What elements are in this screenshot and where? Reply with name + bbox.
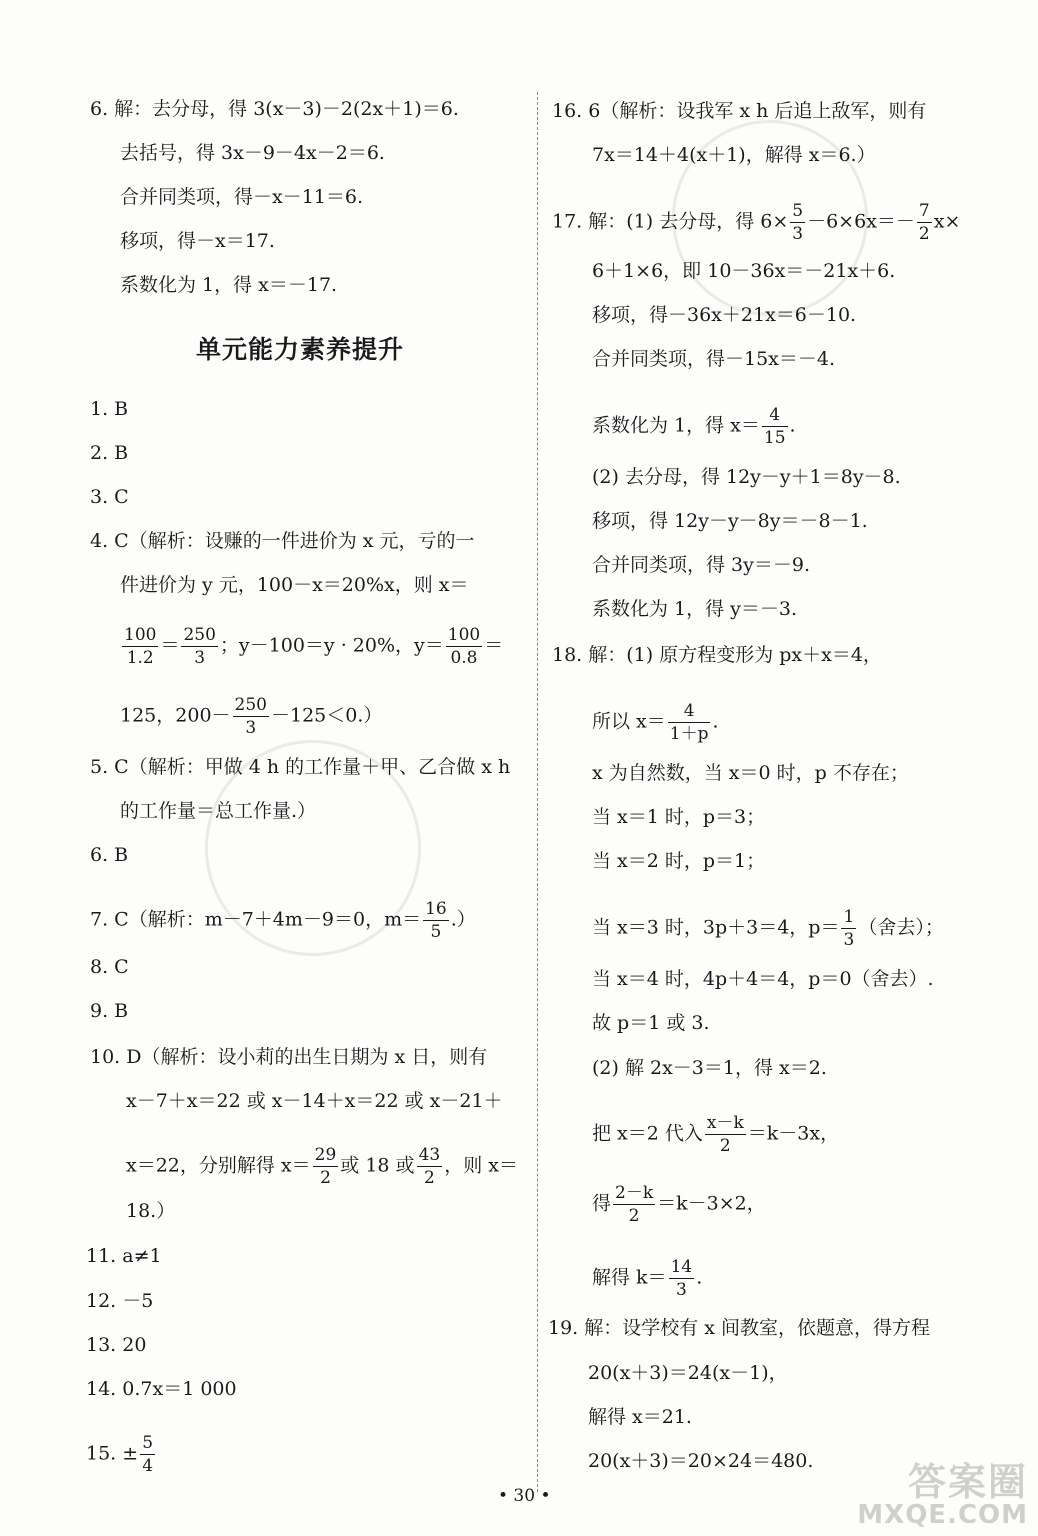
answer-18-line: x 为自然数，当 x＝0 时，p 不存在； xyxy=(592,762,909,784)
fraction: $\frac{1}{3}$ xyxy=(843,907,855,950)
answer-8: 8. C xyxy=(90,956,129,978)
fraction: $\frac{5}{4}$ xyxy=(142,1433,154,1476)
answer-3: 3. C xyxy=(90,486,129,508)
answer-4-line: 4. C（解析：设赚的一件进价为 x 元，亏的一 xyxy=(90,530,475,552)
answer-19-line: 19. 解：设学校有 x 间教室，依题意，得方程 xyxy=(548,1317,931,1339)
answer-18-line: 把 x＝2 代入 $\frac{x-k}{2}$ ＝k－3x， xyxy=(592,1113,840,1156)
answer-18-line: 当 x＝2 时，p＝1； xyxy=(592,850,766,872)
answer-17-line: 合并同类项，得－15x＝－4. xyxy=(592,348,836,370)
answer-17-line: 17. 解：(1) 去分母，得 6× $\frac{5}{3}$ －6×6x＝－ $\frac{7}{2}$ x× xyxy=(552,201,961,244)
answer-17-line: (2) 去分母，得 12y－y＋1＝8y－8. xyxy=(592,466,901,488)
answer-4-line: 125，200－ $\frac{250}{3}$ －125＜0.） xyxy=(120,695,383,738)
fraction: $\frac{x-k}{2}$ xyxy=(706,1113,744,1156)
answer-14: 14. 0.7x＝1 000 xyxy=(86,1378,237,1400)
answer-1: 1. B xyxy=(90,398,129,420)
answer-18-line: 当 x＝1 时，p＝3； xyxy=(592,806,766,828)
fraction: $\frac{2-k}{2}$ xyxy=(615,1183,654,1226)
answer-18-line: 得 $\frac{2-k}{2}$ ＝k－3×2， xyxy=(592,1183,766,1226)
answer-17-line: 系数化为 1，得 x＝ $\frac{4}{15}$ . xyxy=(592,405,796,448)
fraction: $\frac{43}{2}$ xyxy=(418,1145,441,1188)
fraction: $\frac{250}{3}$ xyxy=(183,625,216,668)
answer-17-line: 移项，得 12y－y－8y＝－8－1. xyxy=(592,510,868,532)
answer-15: 15. ± $\frac{5}{4}$ xyxy=(86,1433,154,1476)
answer-11: 11. a≠1 xyxy=(86,1245,162,1267)
answer-6-line: 合并同类项，得－x－11＝6. xyxy=(120,186,364,208)
answer-7: 7. C（解析：m－7＋4m－9＝0，m＝ $\frac{16}{5}$ .） xyxy=(90,899,476,942)
fraction: $\frac{29}{2}$ xyxy=(314,1145,337,1188)
answer-17-line: 6＋1×6，即 10－36x＝－21x＋6. xyxy=(592,260,896,282)
answer-5-line: 5. C（解析：甲做 4 h 的工作量＋甲、乙合做 x h xyxy=(90,756,511,778)
answer-17-line: 移项，得－36x＋21x＝6－10. xyxy=(592,304,857,326)
answer-17-line: 系数化为 1，得 y＝－3. xyxy=(592,598,798,620)
answer-10-line: x－7＋x＝22 或 x－14＋x＝22 或 x－21＋ xyxy=(126,1090,503,1112)
answer-18-line: 所以 x＝ $\frac{4}{1+p}$ . xyxy=(592,701,719,744)
answer-18-line: 当 x＝3 时，3p＋3＝4，p＝ $\frac{1}{3}$ （舍去）； xyxy=(592,907,944,950)
site-watermark: 答案圈 MXQE.COM xyxy=(857,1460,1028,1530)
fraction: $\frac{4}{15}$ xyxy=(763,405,786,448)
answer-4-line: 件进价为 y 元，100－x＝20%x，则 x＝ xyxy=(120,574,469,596)
fraction: $\frac{4}{1+p}$ xyxy=(669,701,709,744)
answer-4-line: $\frac{100}{1.2}$ ＝ $\frac{250}{3}$ ；y－100＝y · 20%，y＝ $\frac{100}{0.8}$ ＝ xyxy=(124,625,504,668)
answer-18-line: 解得 k＝ $\frac{14}{3}$ . xyxy=(592,1257,703,1300)
fraction: $\frac{100}{1.2}$ xyxy=(124,625,157,668)
fraction: $\frac{5}{3}$ xyxy=(792,201,804,244)
answer-6-line: 系数化为 1，得 x＝－17. xyxy=(120,274,338,296)
answer-10-line: 10. D（解析：设小莉的出生日期为 x 日，则有 xyxy=(90,1046,488,1068)
answer-2: 2. B xyxy=(90,442,129,464)
answer-19-line: 解得 x＝21. xyxy=(588,1406,692,1428)
answer-18-line: 当 x＝4 时，4p＋4＝4，p＝0（舍去）. xyxy=(592,968,934,990)
answer-6-line: 6. 解：去分母，得 3(x－3)－2(2x＋1)＝6. xyxy=(90,98,459,120)
answer-10-line: x＝22，分别解得 x＝ $\frac{29}{2}$ 或 18 或 $\frac{43}{2}$ ，则 x＝ xyxy=(126,1145,518,1188)
answer-9: 9. B xyxy=(90,1000,129,1022)
answer-18-line: (2) 解 2x－3＝1，得 x＝2. xyxy=(592,1057,827,1079)
answer-6-line: 去括号，得 3x－9－4x－2＝6. xyxy=(120,142,385,164)
fraction: $\frac{100}{0.8}$ xyxy=(447,625,481,668)
answer-18-line: 18. 解：(1) 原方程变形为 px＋x＝4， xyxy=(552,644,882,666)
answer-13: 13. 20 xyxy=(86,1334,147,1356)
answer-6b: 6. B xyxy=(90,844,129,866)
answer-6-line: 移项，得－x＝17. xyxy=(120,230,275,252)
fraction: $\frac{14}{3}$ xyxy=(670,1257,693,1300)
answer-17-line: 合并同类项，得 3y＝－9. xyxy=(592,554,810,576)
answer-16-line: 7x＝14＋4(x＋1)，解得 x＝6.） xyxy=(592,144,876,166)
answer-19-line: 20(x＋3)＝24(x－1)， xyxy=(588,1362,788,1384)
answer-12: 12. －5 xyxy=(86,1290,154,1312)
answer-16-line: 16. 6（解析：设我军 x h 后追上敌军，则有 xyxy=(552,100,927,122)
fraction: $\frac{250}{3}$ xyxy=(234,695,267,738)
answer-19-line: 20(x＋3)＝20×24＝480. xyxy=(588,1450,814,1472)
answer-5-line: 的工作量＝总工作量.） xyxy=(120,800,317,822)
fraction: $\frac{7}{2}$ xyxy=(918,201,930,244)
column-divider xyxy=(537,92,538,1492)
page-number: • 30 • xyxy=(498,1486,551,1506)
section-title: 单元能力素养提升 xyxy=(196,335,405,364)
fraction: $\frac{16}{5}$ xyxy=(425,899,447,942)
answer-10-line: 18.） xyxy=(126,1200,176,1222)
answer-18-line: 故 p＝1 或 3. xyxy=(592,1012,710,1034)
